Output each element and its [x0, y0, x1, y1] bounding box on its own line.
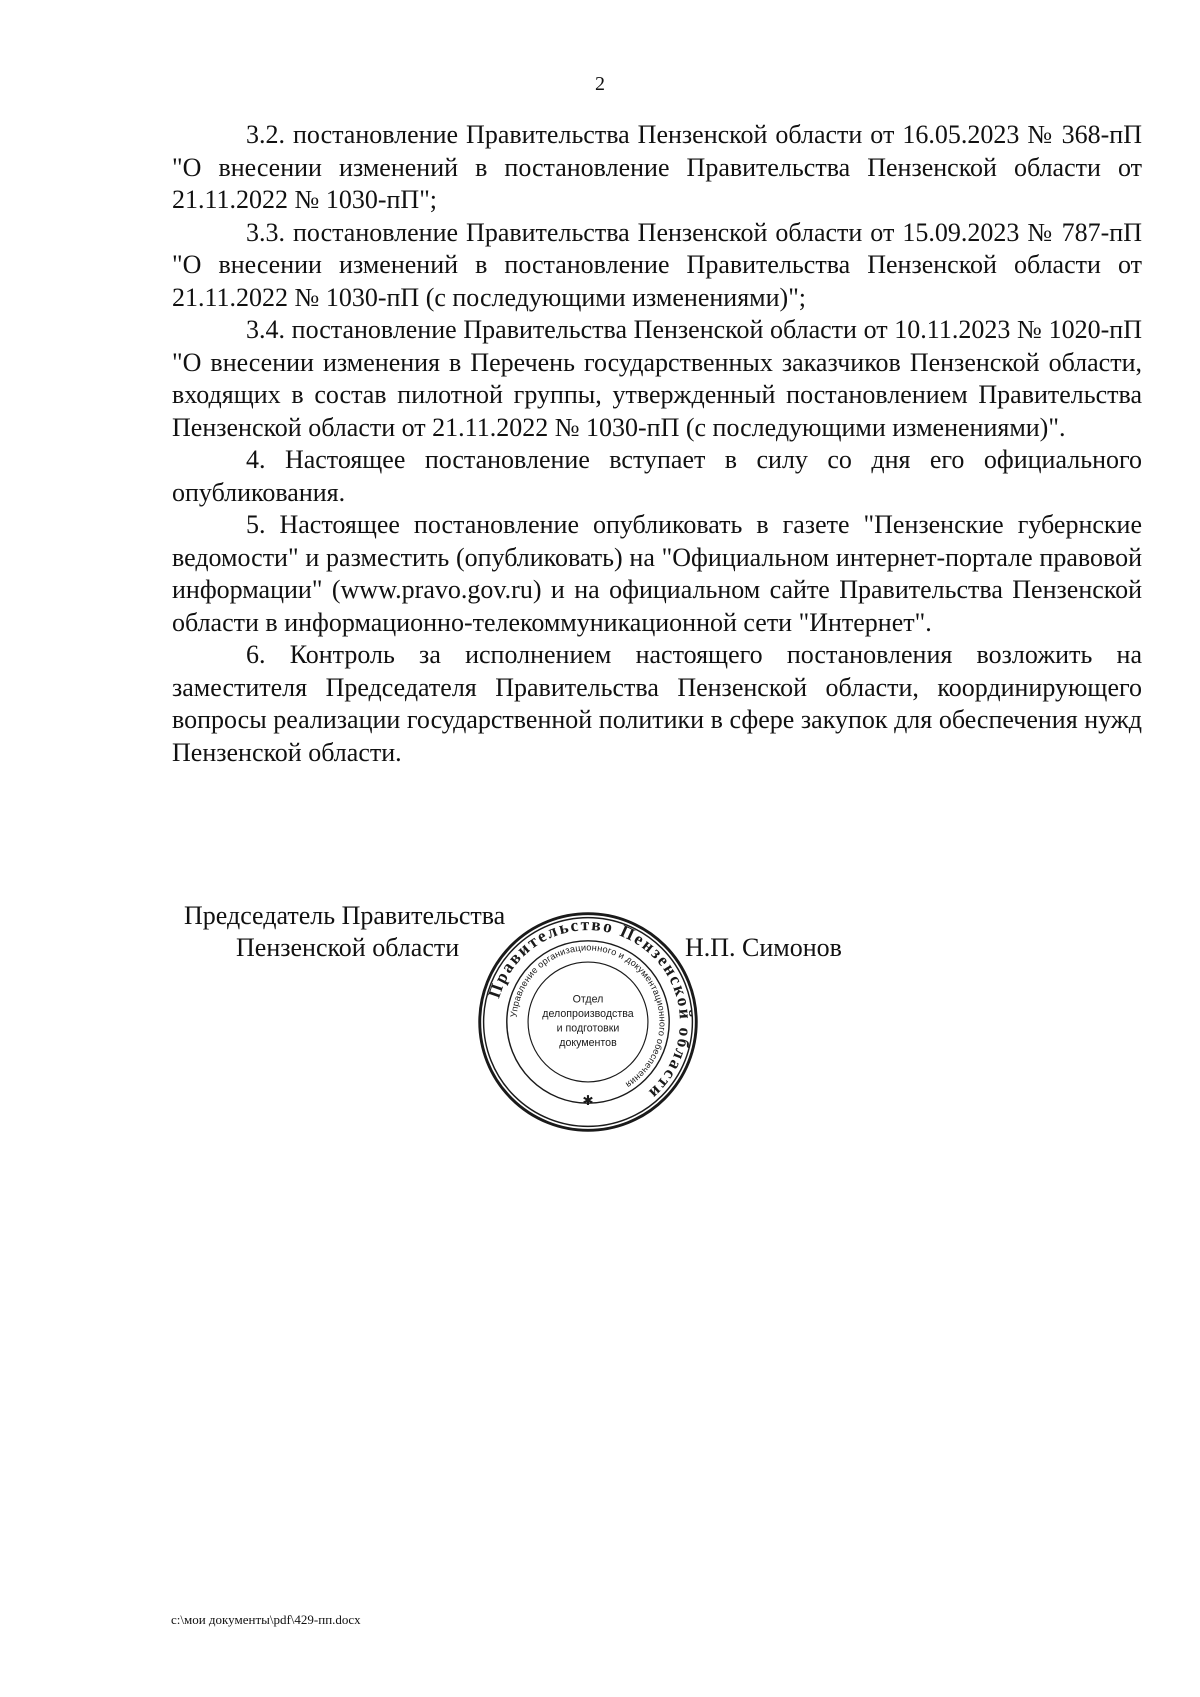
paragraph-3-2: 3.2. постановление Правительства Пензенской области от 16.05.2023 № 368-пП "О внесении изменений в постановление Правительства Пензенской области от 21.11.2022 № 1030-пП";	[172, 120, 1142, 214]
document-body	[172, 119, 1142, 769]
seal-center-line-1: Отдел	[572, 993, 604, 1006]
signatory-name: Н.П. Симонов	[685, 933, 842, 962]
signatory-title-line-2: Пензенской области	[236, 933, 460, 962]
paragraph-5: 5. Настоящее постановление опубликовать в газете "Пензенские губернские ведомости" и разместить (опубликовать) на "Официальном интернет-портале правовой информации" (www.pravo.gov.ru) и на официальном сайте Правительства Пензенской области в информационно-телекоммуникационной сети "Интернет".	[172, 510, 1142, 637]
paragraph-3-3: 3.3. постановление Правительства Пензенской области от 15.09.2023 № 787-пП "О внесении изменений в постановление Правительства Пензенской области от 21.11.2022 № 1030-пП (с последующими изменениями)";	[172, 217, 1142, 312]
signatory-title-line-1: Председатель Правительства	[184, 901, 506, 930]
seal-center-line-4: документов	[559, 1037, 617, 1050]
paragraph-6: 6. Контроль за исполнением настоящего постановления возложить на заместителя Председателя Правительства Пензенской области, координирующего вопросы реализации государственной политики в сфере закупок для обеспечения нужд Пензенской области.	[172, 640, 1142, 767]
footer-file-path: c:\мои документы\pdf\429-пп.docx	[171, 1612, 361, 1627]
seal-outer-text: Правительство Пензенской области	[483, 914, 696, 1105]
paragraph-3-4: 3.4. постановление Правительства Пензенской области от 10.11.2023 № 1020-пП "О внесении изменения в Перечень государственных заказчиков Пензенской области, входящих в состав пилотной группы, утвержденный постановлением Правительства Пензенской области от 21.11.2022 № 1030-пП (с последующими изменениями)".	[172, 315, 1142, 442]
seal-star-icon: ✱	[582, 1093, 594, 1110]
seal-middle-text: Управление организационного и документационного обеспечения	[508, 942, 668, 1091]
seal-center-line-3: и подготовки	[556, 1022, 620, 1035]
seal-center-line-2: делопроизводства	[542, 1008, 634, 1021]
signature-block	[150, 900, 1050, 1160]
official-seal	[472, 906, 704, 1138]
page-number: 2	[595, 73, 605, 95]
paragraph-4: 4. Настоящее постановление вступает в силу со дня его официального опубликования.	[172, 445, 1142, 507]
